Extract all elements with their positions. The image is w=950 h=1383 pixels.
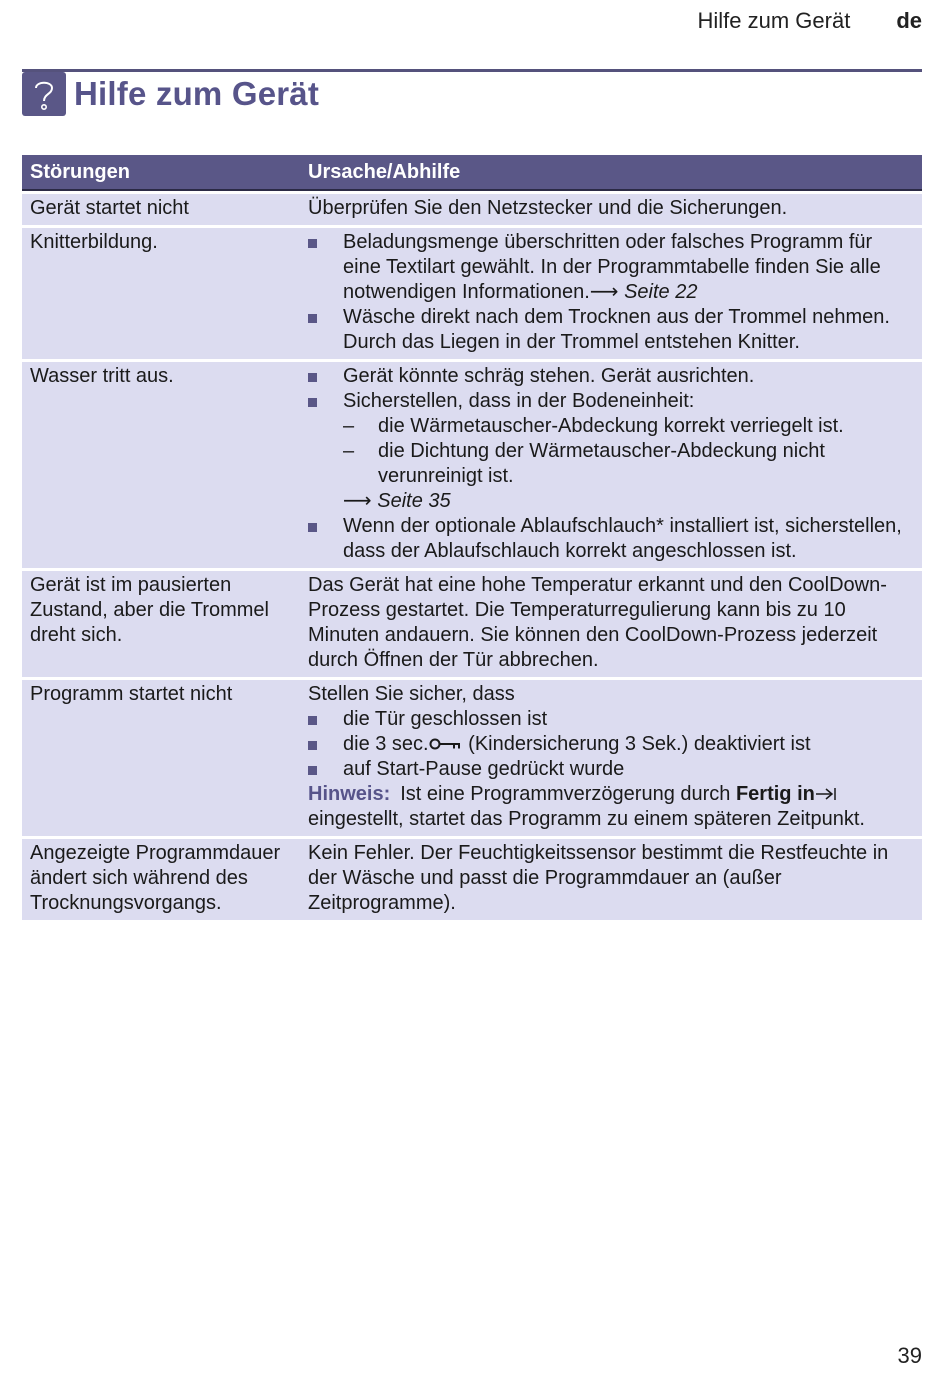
table-row: [22, 194, 922, 225]
table-row: [22, 571, 922, 677]
running-header: [697, 8, 922, 34]
sub-list: [343, 414, 914, 489]
column-header-solution: Ursache/Abhilfe: [300, 155, 922, 191]
problem-cell: Gerät startet nicht: [22, 194, 300, 225]
help-question-icon: [22, 72, 66, 116]
problem-cell: Gerät ist im pausierten Zustand, aber die Trommel dreht sich.: [22, 571, 300, 677]
end-time-icon: [815, 783, 837, 805]
list-item-text: (Kindersicherung 3 Sek.) deaktiviert ist: [462, 733, 811, 755]
list-item-text: Beladungsmenge überschritten oder falsches Programm für eine Textilart gewählt. In der Programmtabelle finden Sie alle notwendigen Informationen.: [343, 231, 881, 303]
sub-list-item: – die Wärmetauscher-Abdeckung korrekt verriegelt ist.: [343, 414, 914, 439]
page-reference: Seite 22: [624, 281, 698, 303]
note: [308, 782, 914, 832]
running-header-section: Hilfe zum Gerät: [697, 8, 851, 33]
page-title: Hilfe zum Gerät: [74, 75, 320, 112]
page-ref-arrow-icon: ⟶: [343, 490, 378, 512]
solution-cell: Das Gerät hat eine hohe Temperatur erkannt und den CoolDown-Prozess gestartet. Die Temperaturregulierung kann bis zu 10 Minuten andauern. Sie können den CoolDown-Prozess jederzeit durch Öffnen der Tür abbrechen.: [300, 571, 922, 677]
table-row: [22, 228, 922, 359]
solution-list: [308, 230, 914, 355]
language-code: de: [896, 8, 922, 33]
column-header-problem: Störungen: [22, 155, 300, 191]
solution-cell: Kein Fehler. Der Feuchtigkeitssensor bestimmt die Restfeuchte in der Wäsche und passt die Programmdauer an (außer Zeitprogramme).: [300, 839, 922, 920]
list-item-text: die 3 sec.: [343, 733, 429, 755]
problem-cell: Wasser tritt aus.: [22, 362, 300, 568]
table-row: [22, 839, 922, 920]
list-item: [308, 230, 914, 305]
page-reference-line: [343, 489, 914, 514]
solution-cell: [300, 680, 922, 836]
note-text: eingestellt, startet das Programm zu einem späteren Zeitpunkt.: [308, 808, 865, 830]
solution-list: [308, 364, 914, 564]
note-text: Ist eine Programmverzögerung durch: [400, 783, 736, 805]
key-icon: [429, 733, 463, 755]
page-number: 39: [897, 1343, 922, 1368]
problem-cell: Angezeigte Programmdauer ändert sich während des Trocknungsvorgangs.: [22, 839, 300, 920]
table-header-row: [22, 155, 922, 191]
problem-cell: Programm startet nicht: [22, 680, 300, 836]
list-item: [308, 732, 914, 757]
list-item: [308, 389, 914, 514]
list-item-text: Sicherstellen, dass in der Bodeneinheit:: [343, 390, 695, 412]
solution-list: [308, 707, 914, 782]
page-reference: Seite 35: [377, 490, 451, 512]
solution-cell: Überprüfen Sie den Netzstecker und die Sicherungen.: [300, 194, 922, 225]
note-keyword: Fertig in: [735, 783, 815, 805]
list-item: Gerät könnte schräg stehen. Gerät ausrichten.: [308, 364, 914, 389]
list-item: Wäsche direkt nach dem Trocknen aus der Trommel nehmen. Durch das Liegen in der Trommel entstehen Knitter.: [308, 305, 914, 355]
list-item: Wenn der optionale Ablaufschlauch* installiert ist, sicherstellen, dass der Ablaufschlauch korrekt angeschlossen ist.: [308, 514, 914, 564]
problem-cell: Knitterbildung.: [22, 228, 300, 359]
table-row: [22, 680, 922, 836]
solution-cell: [300, 362, 922, 568]
list-item: auf Start-Pause gedrückt wurde: [308, 757, 914, 782]
solution-cell: [300, 228, 922, 359]
list-item: die Tür geschlossen ist: [308, 707, 914, 732]
sub-list-item: – die Dichtung der Wärmetauscher-Abdeckung nicht verunreinigt ist.: [343, 439, 914, 489]
note-label: Hinweis:: [308, 783, 391, 805]
page-ref-arrow-icon: ⟶: [589, 281, 625, 303]
section-title: [22, 72, 319, 116]
troubleshooting-table: [22, 152, 922, 923]
table-row: [22, 362, 922, 568]
solution-intro: Stellen Sie sicher, dass: [308, 683, 515, 705]
